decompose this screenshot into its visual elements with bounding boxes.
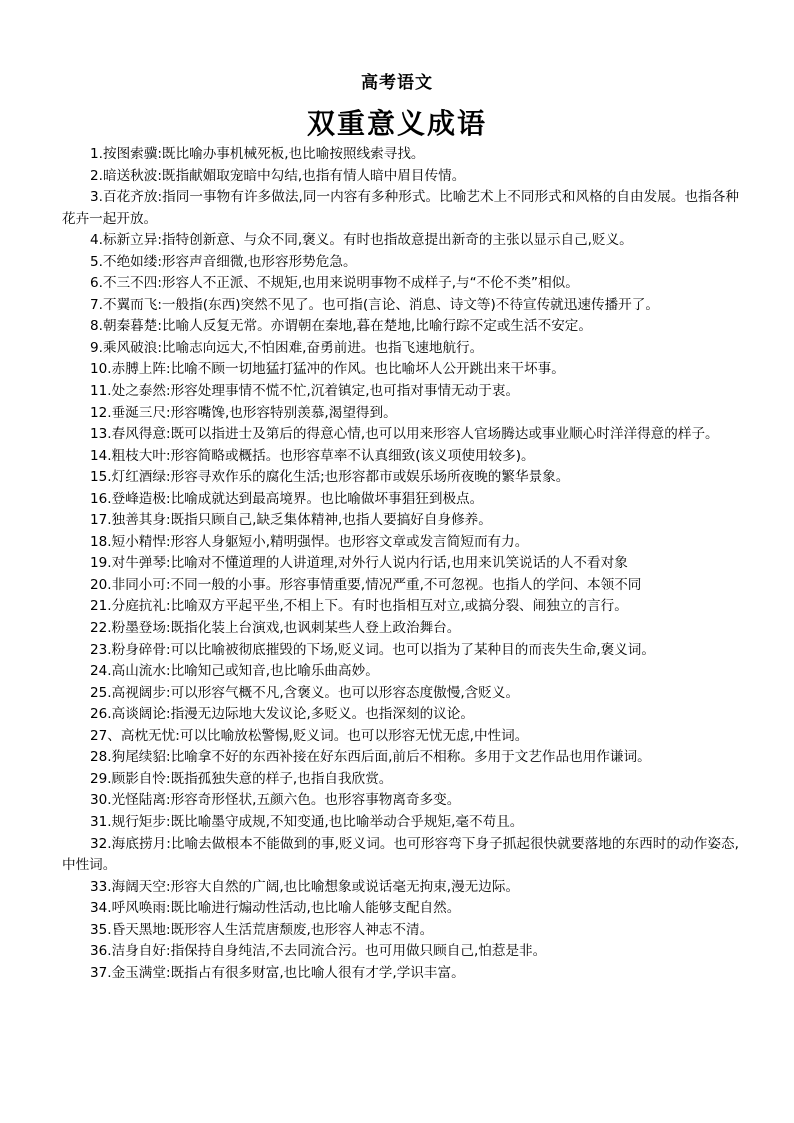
idiom-entry: 8.朝秦暮楚:比喻人反复无常。亦谓朝在秦地,暮在楚地,比喻行踪不定或生活不安定。	[90, 318, 592, 335]
idiom-entry: 27、高枕无忧:可以比喻放松警惕,贬义词。也可以形容无忧无虑,中性词。	[90, 727, 529, 744]
idiom-entry: 1.按图索骥:既比喻办事机械死板,也比喻按照线索寻找。	[90, 146, 425, 162]
idiom-list	[62, 144, 739, 984]
idiom-entry: 5.不绝如缕:形容声音细微,也形容形势危急。	[90, 253, 357, 270]
idiom-entry: 34.呼风唤雨:既比喻进行煽动性活动,也比喻人能够支配自然。	[90, 900, 461, 917]
idiom-entry: 28.狗尾续貂:比喻拿不好的东西补接在好东西后面,前后不相称。多用于文艺作品也用作谦词。	[90, 749, 651, 766]
document-title: 双重意义成语	[306, 107, 487, 140]
idiom-entry: 10.赤膊上阵:比喻不顾一切地猛打猛冲的作风。也比喻坏人公开跳出来干坏事。	[90, 361, 565, 378]
idiom-entry: 6.不三不四:形容人不正派、不规矩,也用来说明事物不成样子,与“不伦不类”相似。	[90, 275, 579, 292]
idiom-entry: 26.高谈阔论:指漫无边际地大发议论,多贬义。也指深刻的议论。	[90, 706, 474, 723]
document-subtitle: 高考语文	[361, 73, 433, 93]
idiom-entry: 37.金玉满堂:既指占有很多财富,也比喻人很有才学,学识丰富。	[90, 964, 465, 981]
idiom-entry: 29.顾影自怜:既指孤独失意的样子,也指自我欣赏。	[90, 770, 393, 787]
idiom-entry: 14.粗枝大叶:形容简略或概括。也形容草率不认真细致(该义项使用较多)。	[90, 447, 535, 464]
idiom-entry: 18.短小精悍:形容人身躯短小,精明强悍。也形容文章或发言简短而有力。	[90, 533, 529, 550]
idiom-entry: 20.非同小可:不同一般的小事。形容事情重要,情况严重,不可忽视。也指人的学问、本领不同	[90, 576, 642, 593]
idiom-entry: 24.高山流水:比喻知己或知音,也比喻乐曲高妙。	[90, 663, 379, 680]
idiom-entry: 12.垂涎三尺:形容嘴馋,也形容特别羡慕,渴望得到。	[90, 404, 397, 421]
idiom-entry: 4.标新立异:指特创新意、与众不同,褒义。有时也指故意提出新奇的主张以显示自己,贬义。	[90, 232, 633, 249]
idiom-entry: 13.春风得意:既可以指进士及第后的得意心情,也可以用来形容人官场腾达或事业顺心时洋洋得意的样子。	[90, 426, 719, 443]
idiom-entry: 3.百花齐放:指同一事物有许多做法,同一内容有多种形式。比喻艺术上不同形式和风格的自由发展。也指各种花卉一起开放。	[62, 189, 739, 227]
idiom-entry: 9.乘风破浪:比喻志向远大,不怕困难,奋勇前进。也指飞速地航行。	[90, 339, 484, 356]
idiom-entry: 19.对牛弹琴:比喻对不懂道理的人讲道理,对外行人说内行话,也用来讥笑说话的人不看对象	[90, 555, 628, 572]
idiom-entry: 30.光怪陆离:形容奇形怪状,五颜六色。也形容事物离奇多变。	[90, 792, 461, 809]
idiom-entry: 31.规行矩步:既比喻墨守成规,不知变通,也比喻举动合乎规矩,毫不苟且。	[90, 813, 524, 830]
idiom-entry: 16.登峰造极:比喻成就达到最高境界。也比喻做坏事猖狂到极点。	[90, 490, 484, 507]
idiom-entry: 32.海底捞月:比喻去做根本不能做到的事,贬义词。也可形容弯下身子抓起很快就要落地的东西时的动作姿态,中性词。	[62, 835, 739, 874]
idiom-entry: 17.独善其身:既指只顾自己,缺乏集体精神,也指人要搞好自身修养。	[90, 512, 492, 529]
idiom-entry: 22.粉墨登场:既指化装上台演戏,也讽刺某些人登上政治舞台。	[90, 620, 461, 637]
idiom-entry: 33.海阔天空:形容大自然的广阔,也比喻想象或说话毫无拘束,漫无边际。	[90, 878, 520, 895]
idiom-entry: 23.粉身碎骨:可以比喻被彻底摧毁的下场,贬义词。也可以指为了某种目的而丧失生命,褒义词。	[90, 641, 655, 658]
idiom-entry: 35.昏天黑地:既形容人生活荒唐颓废,也形容人神志不清。	[90, 921, 434, 938]
idiom-entry: 25.高视阔步:可以形容气概不凡,含褒义。也可以形容态度傲慢,含贬义。	[90, 684, 520, 701]
idiom-entry: 36.洁身自好:指保持自身纯洁,不去同流合污。也可用做只顾自己,怕惹是非。	[90, 943, 547, 960]
idiom-entry: 15.灯红酒绿:形容寻欢作乐的腐化生活;也形容都市或娱乐场所夜晚的繁华景象。	[90, 469, 570, 486]
idiom-entry: 21.分庭抗礼:比喻双方平起平坐,不相上下。有时也指相互对立,或搞分裂、闹独立的言行。	[90, 598, 628, 615]
idiom-entry: 2.暗送秋波:既指献媚取宠暗中勾结,也指有情人暗中眉目传情。	[90, 167, 466, 184]
idiom-entry: 11.处之泰然:形容处理事情不慌不忙,沉着镇定,也可指对事情无动于衷。	[90, 383, 520, 400]
idiom-entry: 7.不翼而飞:一般指(东西)突然不见了。也可指(言论、消息、诗文等)不待宣传就迅速传播开了。	[90, 296, 659, 313]
